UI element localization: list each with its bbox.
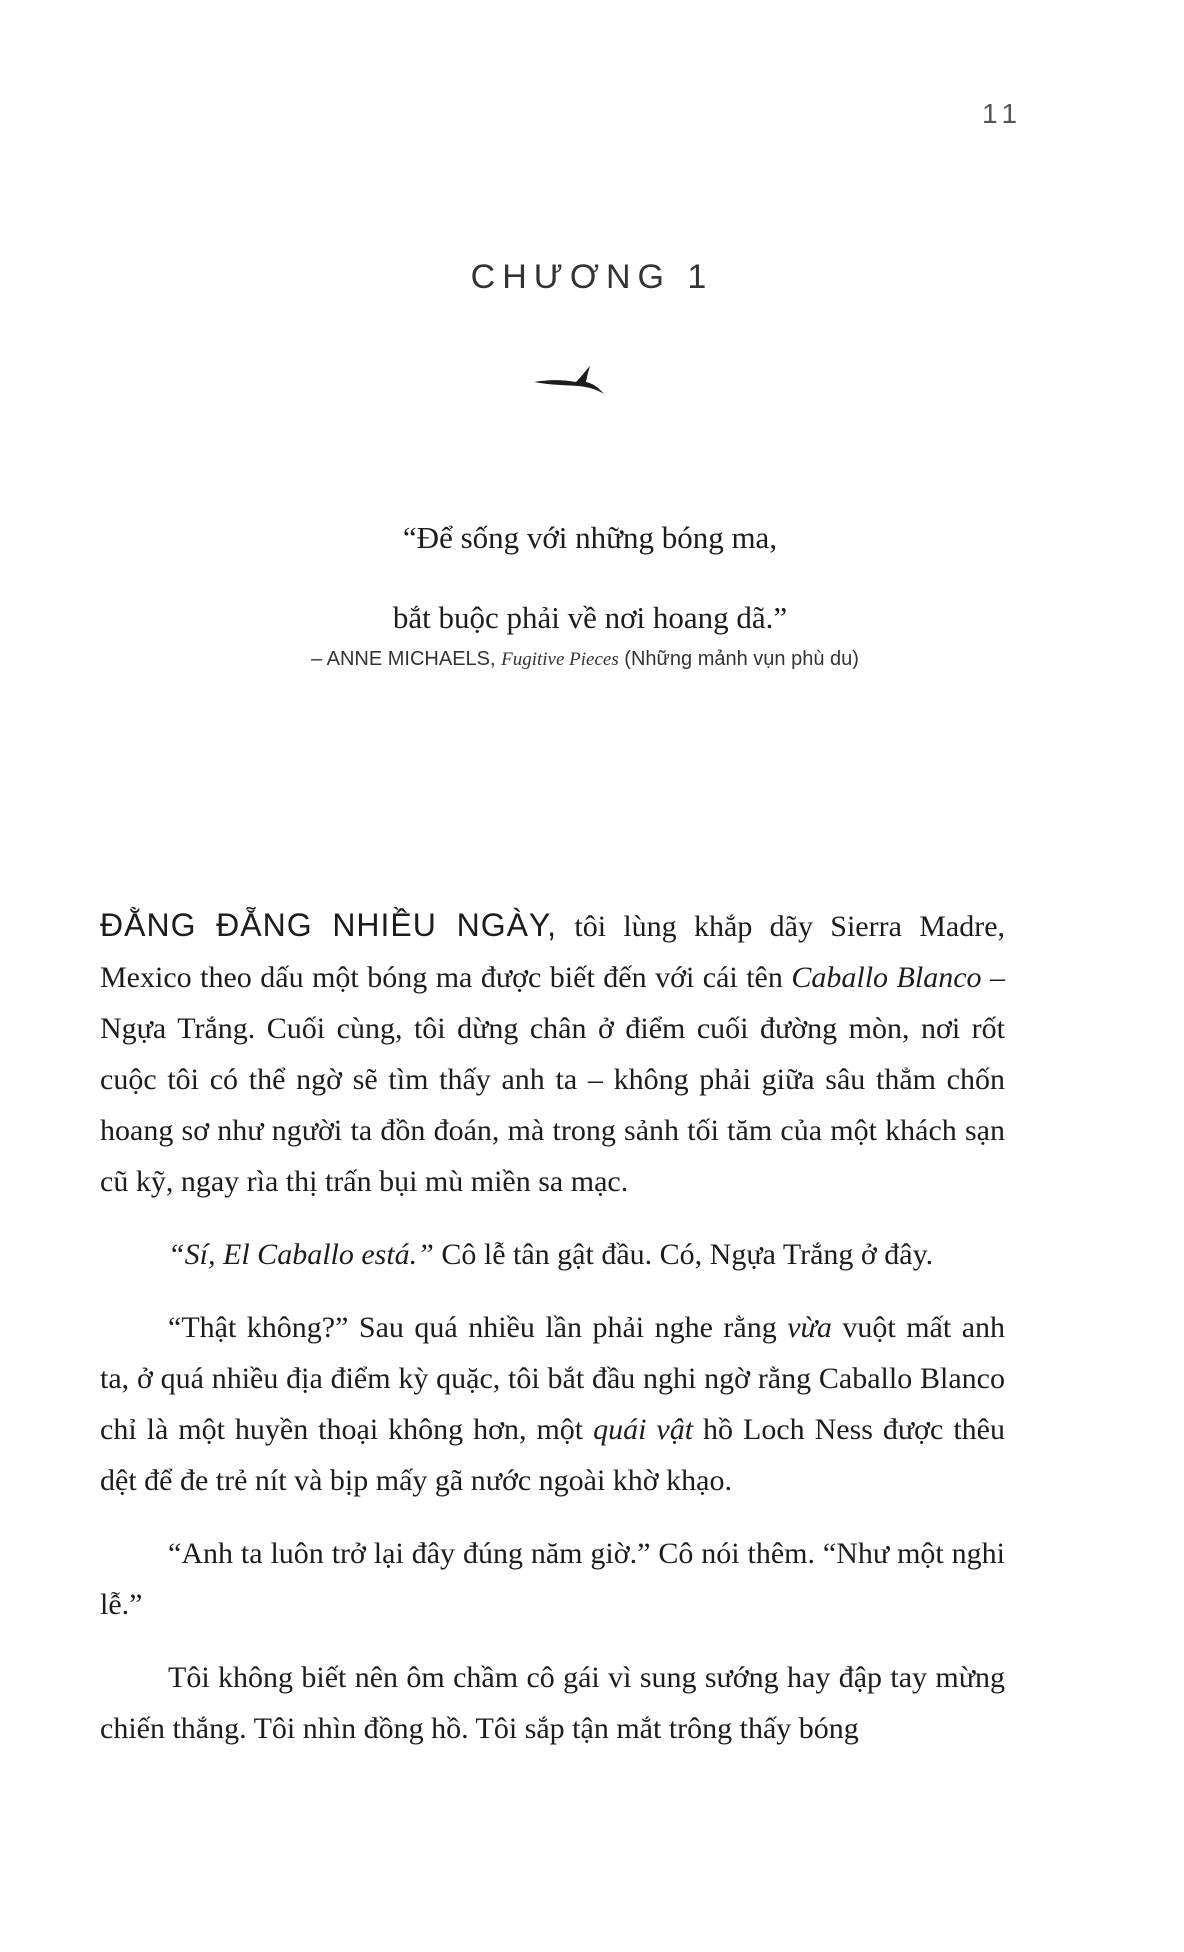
paragraph-5: Tôi không biết nên ôm chầm cô gái vì sung sướng hay đập tay mừng chiến thắng. Tôi nhìn đồng hồ. Tôi sắp tận mắt trông thấy bóng [100, 1661, 1005, 1745]
paragraph-1-italic: Caballo Blanco [791, 961, 982, 994]
paragraph-2-italic: “Sí, El Caballo está.” [168, 1238, 434, 1271]
paragraph-3-text-e: hồ Loch Ness được thêu dệt để đe trẻ nít và bịp mấy gã nước ngoài khờ khạo. [100, 1413, 1005, 1497]
attribution-translation: (Những mảnh vụn phù du) [618, 648, 859, 670]
paragraph-3 [100, 1302, 1005, 1506]
paragraph-2-text: Cô lễ tân gật đầu. Có, Ngựa Trắng ở đây. [433, 1238, 934, 1271]
paragraph-1-text-c: – Ngựa Trắng. Cuối cùng, tôi dừng chân ở điểm cuối đường mòn, nơi rốt cuộc tôi có thể ngờ sẽ tìm thấy anh ta – không phải giữa sâu thẳm chốn hoang sơ như người ta đồn đoán, mà trong sảnh tối tăm của một khách sạn cũ kỹ, ngay rìa thị trấn bụi mù miền sa mạc. [100, 961, 1006, 1198]
paragraph-4: “Anh ta luôn trở lại đây đúng năm giờ.” Cô nói thêm. “Như một nghi lễ.” [100, 1537, 1005, 1621]
paragraph-3-italic-2: quái vật [593, 1413, 694, 1446]
paragraph-2 [100, 1229, 1005, 1280]
paragraph-3-text-c: vuột mất anh ta, ở quá nhiều địa điểm kỳ quặc, tôi bắt đầu nghi ngờ rằng Caballo Blanco chỉ là một huyền thoại không hơn, một [100, 1311, 1006, 1446]
epigraph-attribution [180, 648, 990, 671]
epigraph-line-1: “Để sống với những bóng ma, [402, 520, 778, 555]
page-number: 11 [982, 98, 1024, 129]
epigraph [200, 498, 980, 658]
lead-in-caps: ĐẰNG ĐẴNG NHIỀU NGÀY, [100, 907, 558, 943]
chapter-body [100, 900, 1005, 1776]
chapter-title: CHƯƠNG 1 [470, 258, 714, 296]
paragraph-3-text-a: “Thật không?” Sau quá nhiều lần phải nghe rằng [168, 1311, 788, 1344]
attribution-work-title: Fugitive Pieces [501, 649, 619, 670]
paragraph-1-text-a: tôi lùng khắp dãy Sierra Madre, Mexico theo dấu một bóng ma được biết đến với cái tên [100, 910, 1006, 994]
paragraph-3-italic-1: vừa [787, 1311, 832, 1344]
paragraph-1 [100, 900, 1005, 1207]
attribution-author: – ANNE MICHAELS, [311, 648, 502, 670]
epigraph-line-2: bắt buộc phải về nơi hoang dã.” [392, 600, 788, 635]
bird-ornament-icon [530, 362, 610, 398]
